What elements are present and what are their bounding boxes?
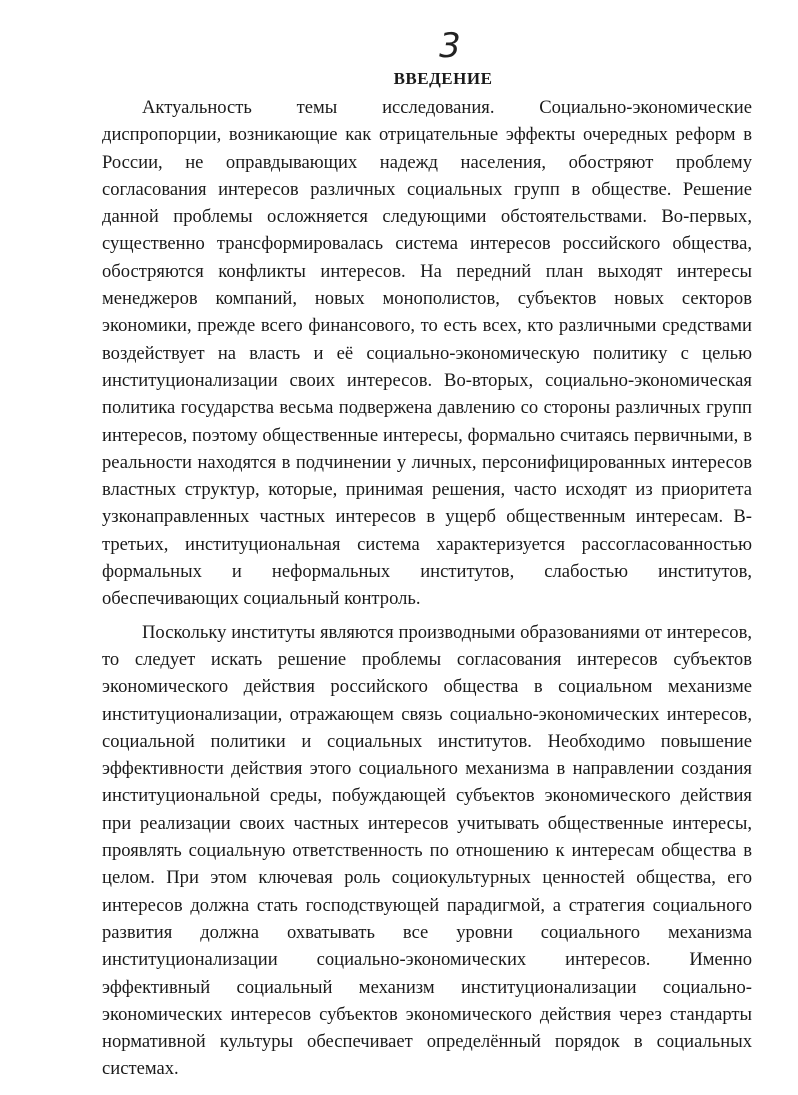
paragraph-2: Поскольку институты являются производными образованиями от интересов, то следует искать решение проблемы согласования интересов субъектов экономического действия российского общества в социальном механизме институционализации, отражающем связь социально-экономических интересов, социальной политики и социальных институтов. Необходимо повышение эффективности действия этого социального механизма в направлении создания институциональной среды, побуждающей субъектов экономического действия при реализации своих частных интересов учитывать общественные интересы, проявлять социальную ответственность по отношению к интересам общества в целом. При этом ключевая роль социокультурных ценностей общества, его интересов должна стать господствующей парадигмой, а стратегия социального развития должна охватывать все уровни социального механизма институционализации социально-экономических интересов. Именно эффективный социальный механизм институционализации социально-экономических интересов субъектов экономического действия через стандарты нормативной культуры обеспечивает определённый порядок в социальных системах.	[102, 621, 752, 1080]
body-text	[102, 94, 752, 1083]
section-title: ВВЕДЕНИЕ	[393, 69, 493, 88]
paragraph-1: Актуальность темы исследования. Социально-экономические диспропорции, возникающие как отрицательные эффекты очередных реформ в России, не оправдывающих надежд населения, обостряют проблему согласования интересов различных социальных групп в обществе. Решение данной проблемы осложняется следующими обстоятельствами. Во-первых, существенно трансформировалась система интересов российского общества, обостряются конфликты интересов. На передний план выходят интересы менеджеров компаний, новых монополистов, субъектов новых секторов экономики, прежде всего финансового, то есть всех, кто различными средствами воздействует на власть и её социально-экономическую политику с целью институционализации своих интересов. Во-вторых, социально-экономическая политика государства весьма подвержена давлению со стороны различных групп интересов, поэтому общественные интересы, формально считаясь первичными, в реальности находятся в подчинении у личных, персонифицированных интересов властных структур, которые, принимая решения, часто исходят из приоритета узконаправленных частных интересов в ущерб общественным интересам. В-третьих, институциональная система характеризуется рассогласованностью формальных и неформальных институтов, слабостью институтов, обеспечивающих социальный контроль.	[102, 97, 752, 610]
page-number: 3	[439, 26, 461, 66]
